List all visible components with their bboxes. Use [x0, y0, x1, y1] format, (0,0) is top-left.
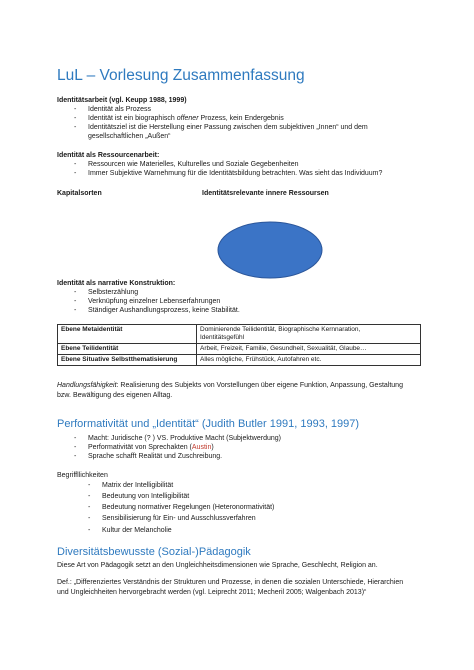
page-title: LuL – Vorlesung Zusammenfassung — [57, 67, 305, 84]
table-cell-description: Dominierende Teilidentität, Biographische Kernnaration, Identitätsgefühl — [197, 325, 421, 344]
list-item: - Matrix der Intelligibilität — [102, 481, 173, 490]
section-heading-narrative-konstruktion: Identität als narrative Konstruktion: — [57, 280, 176, 287]
table-row — [58, 344, 421, 355]
list-item: - Sprache schafft Realität und Zuschreibung. — [88, 452, 222, 461]
list-item: - Selbsterzählung — [88, 288, 138, 297]
list-item: - Bedeutung normativer Regelungen (Heteronormativität) — [102, 503, 274, 512]
column-label-innere-ressourcen: Identitätsrelevante innere Ressoursen — [202, 190, 329, 197]
list-item: - Identitätsziel ist die Herstellung einer Passung zwischen dem subjektiven „Innen“ und dem — [88, 123, 368, 132]
table-row — [58, 355, 421, 366]
handlungsfaehigkeit-paragraph: Handlungsfähigkeit: Realisierung des Subjekts von Vorstellungen über eigene Funktion, Anpassung, Gestaltung — [57, 382, 403, 389]
list-item: - Bedeutung von Intelligibilität — [102, 492, 189, 501]
table-cell-level: Ebene Teilidentität — [58, 344, 197, 355]
table-row — [58, 325, 421, 344]
list-item: - Ständiger Aushandlungsprozess, keine Stabilität. — [88, 306, 240, 315]
definition-paragraph-line2: und Ungleichheiten hervorgebracht werden (vgl. Leiprecht 2011; Mecheril 2005; Walgenbach 2013)“ — [57, 589, 367, 596]
section-heading-ressourcenarbeit: Identität als Ressourcenarbeit: — [57, 152, 160, 159]
list-item: - Verknüpfung einzelner Lebenserfahrungen — [88, 297, 220, 306]
column-label-kapitalsorten: Kapitalsorten — [57, 190, 102, 197]
list-item: - Macht: Juridische (? ) VS. Produktive Macht (Subjektwerdung) — [88, 434, 281, 443]
section-heading-diversitaet: Diversitätsbewusste (Sozial-)Pädagogik — [57, 546, 251, 558]
begriffe-heading: Begriffllichkeiten — [57, 472, 108, 479]
list-item: - Identität als Prozess — [88, 105, 151, 114]
list-item: - Ressourcen wie Materielles, Kulturelles und Soziale Gegebenheiten — [88, 160, 299, 169]
handlungsfaehigkeit-paragraph-line2: bzw. Bewältigung des eigenen Alltag. — [57, 392, 173, 399]
table-cell-description: Alles mögliche, Frühstück, Autofahren etc. — [197, 355, 421, 366]
identity-levels-table — [57, 324, 421, 366]
section-heading-identitaetsarbeit: Identitätsarbeit (vgl. Keupp 1988, 1999) — [57, 97, 187, 104]
list-item: - Identität ist ein biographisch offener Prozess, kein Endergebnis — [88, 114, 284, 123]
list-item: - Performativität von Sprechakten (Austin) — [88, 443, 214, 452]
section-heading-performativitaet: Performativität und „Identität“ (Judith Butler 1991, 1993, 1997) — [57, 418, 360, 430]
table-cell-description: Arbeit, Freizeit, Familie, Gesundheit, Sexualität, Glaube… — [197, 344, 421, 355]
table-cell-level: Ebene Situative Selbstthematisierung — [58, 355, 197, 366]
list-item: - Kultur der Melancholie — [102, 526, 172, 535]
table-cell-level: Ebene Metaidentität — [58, 325, 197, 344]
definition-paragraph: Def.: „Differenziertes Verständnis der Strukturen und Prozesse, in denen die sozialen Unterschiede, Hierarchien — [57, 579, 404, 586]
ellipse-shape — [216, 220, 324, 280]
list-item: - Sensibilisierung für Ein- und Ausschlussverfahren — [102, 514, 256, 523]
list-item: - Immer Subjektive Warnehmung für die Identitätsbildung betrachten. Was sieht das Individuum? — [88, 169, 382, 178]
list-item-continuation: gesellschaftlichen „Außen“ — [88, 133, 171, 140]
intro-paragraph: Diese Art von Pädagogik setzt an den Ungleichheitsdimensionen wie Sprache, Geschlecht, Religion an. — [57, 562, 378, 569]
